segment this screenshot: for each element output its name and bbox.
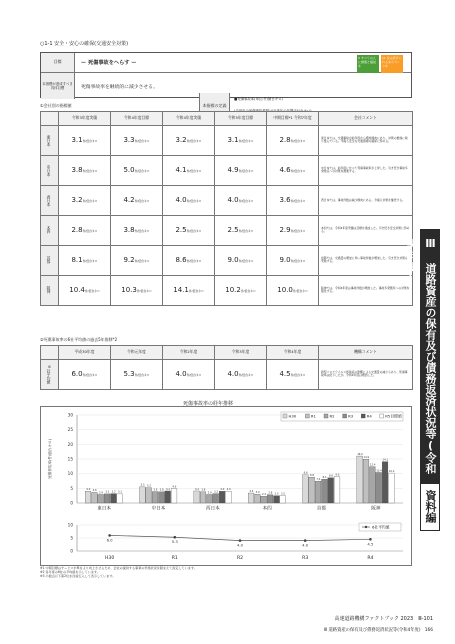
y-tick-label: 20: [67, 441, 73, 447]
bar: [152, 492, 158, 503]
value-cell: [215, 275, 267, 305]
cell-unit: 件/億台キロ: [134, 199, 150, 204]
cell-value: 10.3: [121, 286, 137, 295]
cell-unit: 件/億台キロ: [290, 199, 306, 204]
footnotes: [40, 566, 412, 579]
bar-data-label: 3.8: [159, 488, 164, 492]
x-category-label: 阪神: [371, 506, 381, 512]
bar-data-label: 3.1: [118, 490, 123, 494]
y-axis-label: 死傷事故率(件/億台キロ): [48, 439, 52, 479]
footer-page-code: Ⅲ-101: [418, 616, 433, 622]
bar-data-label: 10.4: [376, 469, 382, 473]
bar-data-label: 3.8: [201, 488, 206, 492]
average-value-r4: 4.5: [279, 370, 291, 379]
row-company-name: 本四: [41, 215, 59, 245]
chart-title: 死傷事故率の経年推移: [183, 401, 234, 407]
bar-data-label: 4.0: [226, 488, 231, 492]
value-cell: [111, 245, 163, 275]
average-header-row: [41, 345, 413, 359]
cell-value: 3.8: [123, 226, 135, 235]
cell-value: 14.1: [173, 286, 189, 295]
legend-swatch: [283, 414, 287, 418]
row-comment: 中日本では、前年度に比べて死傷事故率が上昇した。引き続き事故多発地点への対策を推進する。: [319, 155, 413, 185]
value-cell: [215, 215, 267, 245]
bar: [322, 479, 328, 503]
bar: [98, 494, 104, 503]
value-cell: [267, 245, 319, 275]
cell-value: 3.3: [123, 136, 135, 145]
cell-value: 4.0: [175, 196, 187, 205]
cell-unit: 件/億台キロ: [134, 229, 150, 234]
value-cell: [267, 155, 319, 185]
value-cell: [163, 275, 215, 305]
cell-value: 10.0: [277, 286, 293, 295]
average-table-title: ②死傷事故率の6社平均値の過去5年推移*2: [40, 337, 118, 342]
value-cell: [267, 185, 319, 215]
line-y-tick-label: 5: [70, 535, 73, 541]
bar: [139, 487, 145, 503]
cell-unit: 件/億台キロ: [240, 289, 256, 294]
footer-chapter-line: [324, 627, 433, 633]
cell-unit: 件/億台キロ: [186, 199, 202, 204]
cell-value: 2.8: [71, 226, 83, 235]
goal-title-row: [41, 53, 411, 73]
table-row: [41, 215, 413, 245]
cell-unit: 件/億台キロ: [82, 199, 98, 204]
value-cell: [59, 185, 111, 215]
bar-data-label: 3.9: [153, 488, 158, 492]
bar-data-label: 10.2: [388, 469, 395, 473]
bar-data-label: 2.5: [274, 492, 279, 496]
bar-data-label: 14.9: [363, 456, 370, 460]
indicator-label: 本指標の定義: [200, 93, 230, 119]
cell-unit: 件/億台キロ: [238, 139, 254, 144]
bar: [254, 494, 260, 503]
legend-swatch: [380, 414, 384, 418]
objective-label: 本指標が達成すべき具体目標: [41, 73, 75, 99]
average-point-label: 4.0: [302, 542, 309, 548]
cell-unit: 件/億台キロ: [292, 289, 308, 294]
cell-unit: 件/億台キロ: [290, 259, 306, 264]
bar: [382, 462, 388, 503]
bar-data-label: 8.8: [309, 473, 314, 477]
average-table: [40, 338, 412, 390]
bar-data-label: 2.9: [99, 491, 103, 495]
cell-value: 4.9: [227, 166, 239, 175]
cell-value: 2.5: [227, 226, 239, 235]
bar: [91, 492, 97, 503]
average-cell-r2: [163, 359, 215, 389]
bar: [334, 477, 340, 503]
value-cell: [267, 275, 319, 305]
average-row-label: 6社平均値: [41, 359, 59, 389]
cell-unit: 件/億台キロ: [238, 199, 254, 204]
cell-value: 3.1: [227, 136, 239, 145]
average-header-r4: 令和4年度: [267, 345, 319, 359]
bar: [369, 467, 375, 503]
value-cell: [111, 215, 163, 245]
bar: [146, 488, 152, 503]
x-category-label: 西日本: [205, 506, 220, 512]
average-value-h30: 6.0: [71, 370, 83, 379]
bar-data-label: 2.5: [281, 492, 286, 496]
company-table: [40, 104, 412, 306]
value-cell: [163, 245, 215, 275]
line-x-category-label: R3: [302, 556, 309, 561]
bar-data-label: 2.8: [268, 491, 273, 495]
value-cell: [59, 125, 111, 155]
line-x-category-label: R2: [236, 556, 244, 561]
cell-unit: 件/億台キロ: [134, 139, 150, 144]
average-point-label: 4.5: [367, 541, 374, 547]
bar: [357, 456, 363, 503]
bar-data-label: 2.3: [262, 493, 266, 497]
value-cell: [267, 125, 319, 155]
header-company-comment: 会社コメント: [319, 111, 413, 125]
bar: [267, 495, 273, 503]
sdg-11-label: 11 住み続けられるまちづくりを: [382, 56, 402, 68]
legend-swatch: [305, 414, 309, 418]
bar-data-label: 4.1: [194, 487, 199, 491]
bar: [226, 491, 232, 503]
bar-data-label: 3.1: [105, 490, 110, 494]
bar-data-label: 4.0: [220, 488, 225, 492]
bar: [280, 496, 286, 503]
bar-data-label: 16.0: [357, 452, 363, 456]
cell-value: 9.0: [227, 256, 239, 265]
bar: [274, 496, 280, 503]
bar-data-label: 9.0: [335, 473, 340, 477]
cell-value: 3.2: [175, 136, 187, 145]
line-x-category-label: R4: [367, 556, 374, 561]
legend-label: R3: [348, 413, 354, 419]
sdg-icons: [357, 55, 403, 73]
value-cell: [59, 275, 111, 305]
line-chart: [41, 521, 413, 571]
cell-value: 10.2: [225, 286, 241, 295]
bar-data-label: 3.6: [92, 489, 97, 493]
cell-unit: 件/億台キロ: [186, 169, 202, 174]
bar: [104, 494, 110, 503]
average-row: [41, 359, 413, 389]
footer-chapter: Ⅲ 道路資産の保有及び債務返済状況等(令和4年度): [324, 628, 421, 633]
sdg-3-icon: [357, 55, 379, 73]
line-legend-label: 6社平均値: [372, 524, 390, 530]
header-r4-target: 令和4年度目標: [111, 111, 163, 125]
cell-unit: 件/億台キロ: [188, 289, 204, 294]
average-header-corner: [41, 345, 59, 359]
cell-value: 8.6: [175, 256, 187, 265]
cell-value: 5.0: [123, 166, 135, 175]
legend-label: H30: [288, 413, 297, 419]
average-point-label: 5.3: [171, 539, 178, 545]
bar-data-label: 3.2: [214, 490, 218, 494]
cell-unit: 件/億台キロ: [290, 169, 306, 174]
line-y-tick-label: 0: [70, 548, 73, 554]
bar-data-label: 7.4: [316, 478, 321, 482]
bar: [213, 494, 219, 503]
bar: [117, 494, 123, 503]
cell-unit: 件/億台キロ: [186, 259, 202, 264]
average-point: [369, 538, 372, 541]
value-cell: [111, 275, 163, 305]
value-cell: [111, 155, 163, 185]
average-cell-r4: [267, 359, 319, 389]
cell-value: 9.2: [123, 256, 135, 265]
bar: [85, 491, 91, 503]
average-point: [304, 539, 307, 542]
bar: [261, 496, 267, 503]
bar-data-label: 5.2: [146, 484, 151, 488]
cell-value: 3.8: [71, 166, 83, 175]
cell-value: 3.6: [279, 196, 291, 205]
table-row: [41, 275, 413, 305]
table-row: [41, 185, 413, 215]
row-company-name: 西日本: [41, 185, 59, 215]
footnote-2: ※2 各年度の6社の平均値を示しています。: [40, 570, 100, 575]
y-tick-label: 5: [70, 485, 73, 491]
value-cell: [59, 155, 111, 185]
bar: [194, 491, 200, 503]
cell-unit: 件/億台キロ: [82, 259, 98, 264]
bar: [159, 492, 165, 503]
value-cell: [215, 125, 267, 155]
cell-value: 3.1: [71, 136, 83, 145]
cell-value: 4.1: [175, 166, 187, 175]
value-cell: [215, 185, 267, 215]
legend-label: R4: [366, 413, 372, 419]
average-point-label: 6.0: [106, 537, 113, 543]
bar-data-label: 3.2: [111, 490, 116, 494]
header-r5-target: 令和5年度目標: [215, 111, 267, 125]
value-cell: [59, 215, 111, 245]
y-tick-label: 30: [67, 412, 73, 418]
section-title: ○1-1 安全・安心の確保(交通安全対策): [40, 41, 129, 47]
table-header-row: [41, 111, 413, 125]
cell-unit: 件/億台キロ: [238, 229, 254, 234]
cell-value: 4.6: [279, 166, 291, 175]
footer-book-title: 高速道路機構ファクトブック 2023: [334, 616, 414, 622]
legend-swatch: [324, 414, 328, 418]
average-unit-h30: 件/億台キロ: [82, 373, 98, 378]
row-comment: 本四では、令和4年度実績は目標を達成した。引き続き安全対策に努める。: [319, 215, 413, 245]
y-tick-label: 10: [67, 471, 73, 477]
value-cell: [111, 125, 163, 155]
legend-swatch: [361, 414, 365, 418]
bar: [315, 481, 321, 503]
bar: [389, 473, 395, 503]
cell-unit: 件/億台キロ: [290, 229, 306, 234]
bar: [171, 489, 177, 503]
sdg-11-icon: [381, 55, 403, 73]
bar: [363, 459, 369, 503]
value-cell: [163, 155, 215, 185]
company-table-title: ①会社別の指標値: [40, 103, 72, 108]
line-legend-marker: [365, 526, 367, 528]
bar-data-label: 8.1: [322, 476, 327, 480]
average-header-r1: 令和元年度: [111, 345, 163, 359]
bar-data-label: 4.1: [166, 487, 171, 491]
average-unit-r1: 件/億台キロ: [134, 373, 150, 378]
row-company-name: 中日本: [41, 155, 59, 185]
cell-value: 10.4: [69, 286, 85, 295]
bar: [200, 492, 206, 503]
bar: [165, 491, 171, 503]
row-comment: 阪神では、令和4年度は事故件数が増加した。事故多発箇所への対策を強化する。: [319, 275, 413, 305]
average-value-r2: 4.0: [175, 370, 187, 379]
appendix-side-tab[interactable]: 資料編: [420, 483, 440, 531]
goal-label: 目標: [41, 53, 75, 72]
y-tick-label: 0: [70, 500, 73, 506]
cell-value: 2.5: [175, 226, 187, 235]
cell-unit: 件/億台キロ: [290, 139, 306, 144]
header-midterm-target: 中期目標*1 令和7年度: [267, 111, 319, 125]
average-unit-r4: 件/億台キロ: [290, 373, 306, 378]
cell-unit: 件/億台キロ: [136, 289, 152, 294]
row-comment: 首都では、交通量の増加に伴い事故件数が増加した。引き続き対策を実施する。: [319, 245, 413, 275]
value-cell: [59, 245, 111, 275]
chart-box: [40, 406, 412, 566]
value-cell: [215, 155, 267, 185]
footnote-1: ※1 中期目標はサービス水準をより向上させるため、会社の提供する事業の実施状況を踏まえて設定しています。: [40, 566, 197, 570]
y-tick-label: 15: [67, 456, 73, 462]
average-cell-h30: [59, 359, 111, 389]
row-comment: 西日本では、事故件数は減少傾向にある。今後も対策を継続する。: [319, 185, 413, 215]
bar: [219, 491, 225, 503]
cell-value: 4.0: [227, 196, 239, 205]
header-r4-actual: 令和4年度実績: [163, 111, 215, 125]
cell-unit: 件/億台キロ: [82, 139, 98, 144]
legend-label: R2: [329, 413, 335, 419]
average-value-r1: 5.3: [123, 370, 135, 379]
bar: [376, 472, 382, 503]
value-cell: [111, 185, 163, 215]
bar-chart: [41, 407, 413, 517]
average-point: [108, 534, 111, 537]
cell-value: 3.2: [71, 196, 83, 205]
value-cell: [163, 215, 215, 245]
bar-data-label: 3.0: [255, 491, 260, 494]
bar: [309, 477, 315, 503]
bar-data-label: 5.5: [140, 483, 145, 487]
legend-swatch: [343, 414, 347, 418]
cell-unit: 件/億台キロ: [238, 169, 254, 174]
table-row: [41, 125, 413, 155]
cell-unit: 件/億台キロ: [134, 169, 150, 174]
cell-value: 2.8: [279, 136, 291, 145]
cell-unit: 件/億台キロ: [82, 169, 98, 174]
y-tick-label: 25: [67, 427, 73, 433]
x-category-label: 首都: [316, 506, 327, 512]
bar-data-label: 12.4: [369, 463, 376, 467]
x-category-label: 中日本: [151, 506, 166, 512]
bar: [111, 494, 117, 503]
bar-data-label: 8.6: [329, 474, 334, 478]
bar: [248, 493, 254, 503]
average-point-label: 4.0: [236, 542, 244, 548]
table-row: [41, 155, 413, 185]
average-unit-r3: 件/億台キロ: [238, 373, 254, 378]
value-cell: [163, 185, 215, 215]
footer-page-number: 166: [424, 628, 433, 633]
legend-label: R1: [310, 413, 316, 419]
value-cell: [267, 215, 319, 245]
table-row: [41, 245, 413, 275]
cell-unit: 件/億台キロ: [238, 259, 254, 264]
bar-data-label: 2.9: [207, 491, 212, 495]
header-corner: [41, 111, 59, 125]
average-header-r2: 令和2年度: [163, 345, 215, 359]
cell-value: 9.0: [279, 256, 291, 265]
x-category-label: 本四: [262, 506, 272, 512]
chapter-side-tab[interactable]: Ⅲ 道路資産の保有及び債務返済状況等(令和4年度): [420, 229, 440, 483]
cell-value: 4.2: [123, 196, 135, 205]
bar-data-label: 4.9: [172, 485, 177, 489]
line-y-tick-label: 10: [67, 522, 73, 528]
average-comment: 新型コロナウイルス感染症の影響による交通量の減少もあり、死傷事故率は低下したが、令和4年度は増加した。: [319, 359, 413, 389]
footer-title: [334, 615, 433, 622]
average-header-r3: 令和3年度: [215, 345, 267, 359]
legend-label: R5目標値: [385, 413, 402, 419]
row-comment: 東日本では、交通事故が前年度から増加傾向にあり、対策の推進に取り組んでいる。今後も安全な交通環境の確保に努める。: [319, 125, 413, 155]
row-company-name: 阪神: [41, 275, 59, 305]
average-value-r3: 4.0: [227, 370, 239, 379]
row-company-name: 東日本: [41, 125, 59, 155]
bar-data-label: 9.6: [303, 471, 308, 475]
average-header-h30: 平成30年度: [59, 345, 111, 359]
x-category-label: 東日本: [97, 506, 112, 512]
header-r3-actual: 令和3年度実績: [59, 111, 111, 125]
row-company-name: 首都: [41, 245, 59, 275]
cell-unit: 件/億台キロ: [84, 289, 100, 294]
sdg-3-label: 3 すべての人に健康と福祉を: [358, 56, 377, 68]
indicator-line1: ■死傷事故率(単位:件/億台キロ): [234, 97, 283, 101]
average-header-comment: 機構コメント: [319, 345, 413, 359]
average-cell-r3: [215, 359, 267, 389]
value-cell: [215, 245, 267, 275]
bar: [302, 475, 308, 503]
bar: [206, 494, 212, 503]
average-point: [239, 539, 242, 542]
average-point: [174, 536, 177, 539]
average-cell-r1: [111, 359, 163, 389]
cell-value: 8.1: [71, 256, 83, 265]
bar-data-label: 4.0: [86, 488, 91, 492]
cell-unit: 件/億台キロ: [82, 229, 98, 234]
bar: [328, 478, 334, 503]
footnote-3: ※3 小数点以下第2位を四捨五入して表示しています。: [40, 574, 116, 579]
bar-data-label: 14.1: [382, 458, 389, 462]
cell-unit: 件/億台キロ: [134, 259, 150, 264]
goal-title: ー 死傷事故をへらす ー: [81, 60, 137, 66]
objective-text: 死傷事故率を継続的に減少させる。: [81, 85, 158, 90]
cell-unit: 件/億台キロ: [186, 229, 202, 234]
bar-data-label: 3.4: [249, 489, 254, 493]
cell-value: 2.9: [279, 226, 291, 235]
line-x-category-label: R1: [171, 556, 178, 561]
average-unit-r2: 件/億台キロ: [186, 373, 202, 378]
line-x-category-label: H30: [104, 556, 115, 561]
cell-unit: 件/億台キロ: [186, 139, 202, 144]
value-cell: [163, 125, 215, 155]
